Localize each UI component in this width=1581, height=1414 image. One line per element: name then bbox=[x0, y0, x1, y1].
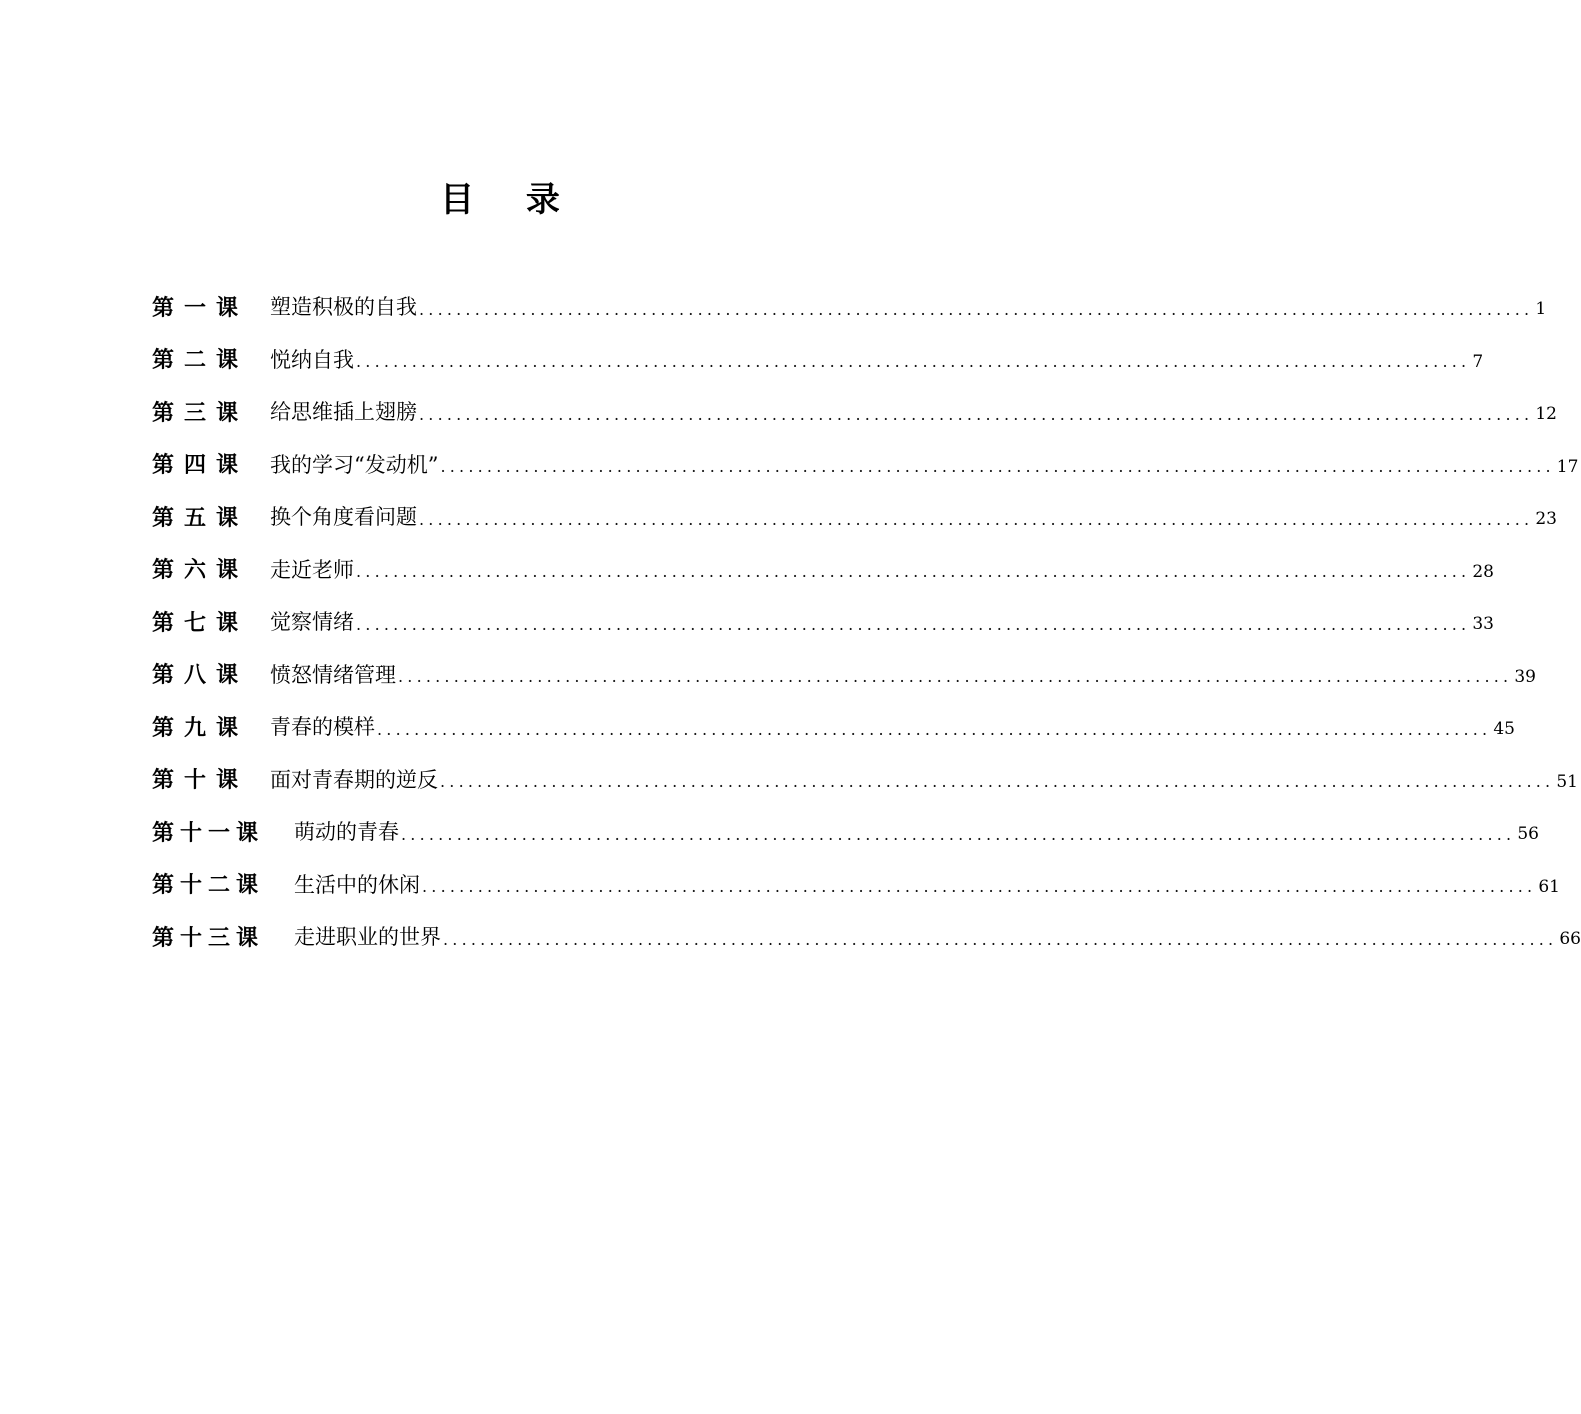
dot-leader: ........................................................................................................................ bbox=[422, 877, 1537, 897]
page-number: 61 bbox=[1538, 876, 1560, 897]
toc-entry[interactable] bbox=[152, 385, 1557, 438]
dot-leader: ........................................................................................................................ bbox=[419, 404, 1534, 424]
table-of-contents bbox=[152, 280, 1581, 963]
lesson-title: 萌动的青春 bbox=[294, 820, 399, 845]
lesson-title: 生活中的休闲 bbox=[294, 872, 420, 897]
lesson-title: 青春的模样 bbox=[270, 715, 375, 740]
lesson-title: 我的学习“发动机” bbox=[270, 452, 439, 477]
page-number: 66 bbox=[1559, 929, 1581, 950]
lesson-number: 第十三课 bbox=[152, 925, 265, 951]
toc-entry[interactable] bbox=[152, 490, 1557, 543]
lesson-title: 给思维插上翅膀 bbox=[270, 400, 417, 425]
page-number: 1 bbox=[1535, 299, 1547, 320]
lesson-title: 面对青春期的逆反 bbox=[270, 767, 438, 792]
lesson-title: 悦纳自我 bbox=[270, 347, 354, 372]
lesson-number: 第六课 bbox=[152, 558, 249, 584]
toc-entry[interactable] bbox=[152, 858, 1560, 911]
page-number: 12 bbox=[1535, 404, 1557, 425]
lesson-number: 第八课 bbox=[152, 663, 249, 689]
toc-entry[interactable] bbox=[152, 805, 1539, 858]
dot-leader: ........................................................................................................................ bbox=[419, 509, 1534, 529]
lesson-number: 第三课 bbox=[152, 400, 249, 426]
page-title: 目 录 bbox=[440, 180, 580, 220]
dot-leader: ........................................................................................................................ bbox=[377, 719, 1492, 739]
dot-leader: ........................................................................................................................ bbox=[443, 929, 1558, 949]
lesson-number: 第四课 bbox=[152, 453, 249, 479]
lesson-title: 塑造积极的自我 bbox=[270, 295, 417, 320]
lesson-title: 走进职业的世界 bbox=[294, 925, 441, 950]
dot-leader: ........................................................................................................................ bbox=[440, 457, 1555, 477]
toc-entry[interactable] bbox=[152, 595, 1494, 648]
lesson-number: 第十二课 bbox=[152, 873, 265, 899]
lesson-number: 第七课 bbox=[152, 610, 249, 636]
lesson-number: 第九课 bbox=[152, 715, 249, 741]
lesson-number: 第二课 bbox=[152, 348, 249, 374]
page-number: 17 bbox=[1556, 456, 1579, 477]
dot-leader: ........................................................................................................................ bbox=[419, 299, 1534, 319]
toc-entry[interactable] bbox=[152, 700, 1515, 753]
page-number: 39 bbox=[1514, 666, 1536, 687]
page-number: 33 bbox=[1472, 614, 1494, 635]
dot-leader: ........................................................................................................................ bbox=[440, 772, 1555, 792]
dot-leader: ........................................................................................................................ bbox=[401, 824, 1516, 844]
page-number: 7 bbox=[1472, 351, 1484, 372]
toc-entry[interactable] bbox=[152, 333, 1484, 386]
dot-leader: ........................................................................................................................ bbox=[356, 562, 1471, 582]
toc-entry[interactable] bbox=[152, 280, 1547, 333]
lesson-title: 走近老师 bbox=[270, 557, 354, 582]
lesson-number: 第十课 bbox=[152, 768, 249, 794]
page-number: 23 bbox=[1535, 509, 1557, 530]
lesson-number: 第十一课 bbox=[152, 820, 265, 846]
toc-entry[interactable] bbox=[152, 438, 1579, 491]
page-number: 56 bbox=[1517, 824, 1539, 845]
dot-leader: ........................................................................................................................ bbox=[356, 614, 1471, 634]
dot-leader: ........................................................................................................................ bbox=[398, 667, 1513, 687]
page-number: 51 bbox=[1556, 771, 1578, 792]
lesson-title: 换个角度看问题 bbox=[270, 505, 417, 530]
toc-entry[interactable] bbox=[152, 910, 1581, 963]
lesson-title: 愤怒情绪管理 bbox=[270, 662, 396, 687]
lesson-number: 第五课 bbox=[152, 505, 249, 531]
lesson-title: 觉察情绪 bbox=[270, 610, 354, 635]
dot-leader: ........................................................................................................................ bbox=[356, 352, 1471, 372]
toc-entry[interactable] bbox=[152, 648, 1536, 701]
lesson-number: 第一课 bbox=[152, 295, 249, 321]
toc-entry[interactable] bbox=[152, 543, 1494, 596]
page-number: 28 bbox=[1472, 561, 1494, 582]
page-number: 45 bbox=[1493, 719, 1515, 740]
toc-entry[interactable] bbox=[152, 753, 1578, 806]
